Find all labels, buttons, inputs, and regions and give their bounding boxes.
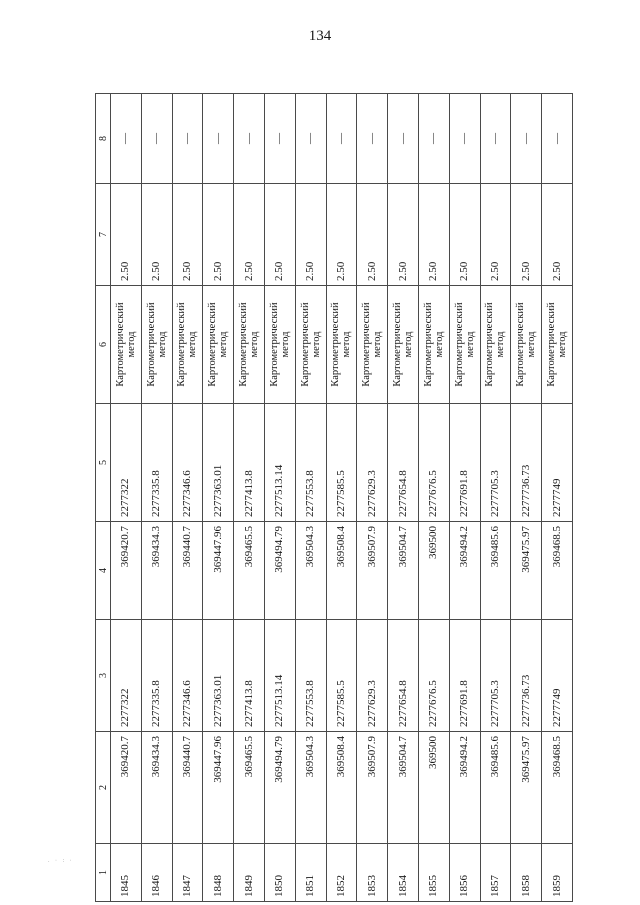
note-cell: — — [203, 94, 234, 184]
y-coordinate-cell: 2277322 — [111, 404, 142, 522]
note-cell: — — [542, 94, 573, 184]
table-row — [511, 94, 542, 902]
table-row — [264, 94, 295, 902]
x-coordinate-cell: 369494.79 — [264, 732, 295, 844]
x-coordinate-cell: 369507.9 — [357, 732, 388, 844]
y-coordinate-cell: 2277691.8 — [449, 620, 480, 732]
method-cell: Картометрический метод — [111, 286, 142, 404]
x-coordinate-cell: 369475.97 — [511, 732, 542, 844]
method-cell: Картометрический метод — [295, 286, 326, 404]
table-row — [480, 94, 511, 902]
y-coordinate-cell: 2277629.3 — [357, 620, 388, 732]
point-number-cell: 1848 — [203, 844, 234, 902]
method-cell: Картометрический метод — [418, 286, 449, 404]
y-coordinate-cell: 2277676.5 — [418, 404, 449, 522]
y-coordinate-cell: 2277749 — [542, 404, 573, 522]
x-coordinate-cell: 369440.7 — [172, 522, 203, 620]
accuracy-cell: 2.50 — [203, 184, 234, 286]
header-cell: 3 — [96, 620, 111, 732]
x-coordinate-cell: 369508.4 — [326, 732, 357, 844]
accuracy-cell: 2.50 — [172, 184, 203, 286]
table-row — [111, 94, 142, 902]
note-cell: — — [357, 94, 388, 184]
x-coordinate-cell: 369485.6 — [480, 732, 511, 844]
x-coordinate-cell: 369475.97 — [511, 522, 542, 620]
y-coordinate-cell: 2277346.6 — [172, 620, 203, 732]
point-number-cell: 1856 — [449, 844, 480, 902]
point-number-cell: 1847 — [172, 844, 203, 902]
y-coordinate-cell: 2277629.3 — [357, 404, 388, 522]
header-cell: 8 — [96, 94, 111, 184]
coordinates-table — [95, 93, 573, 902]
x-coordinate-cell: 369494.2 — [449, 522, 480, 620]
x-coordinate-cell: 369500 — [418, 522, 449, 620]
x-coordinate-cell: 369440.7 — [172, 732, 203, 844]
page-number: 134 — [308, 28, 332, 44]
table-row — [172, 94, 203, 902]
note-cell: — — [295, 94, 326, 184]
table-row — [203, 94, 234, 902]
x-coordinate-cell: 369434.3 — [141, 522, 172, 620]
point-number-cell: 1849 — [234, 844, 265, 902]
point-number-cell: 1854 — [388, 844, 419, 902]
y-coordinate-cell: 2277513.14 — [264, 620, 295, 732]
header-cell: 5 — [96, 404, 111, 522]
header-cell: 4 — [96, 522, 111, 620]
x-coordinate-cell: 369434.3 — [141, 732, 172, 844]
x-coordinate-cell: 369504.7 — [388, 732, 419, 844]
method-cell: Картометрический метод — [542, 286, 573, 404]
header-row — [96, 94, 111, 902]
x-coordinate-cell: 369504.3 — [295, 522, 326, 620]
y-coordinate-cell: 2277654.8 — [388, 620, 419, 732]
table-body — [96, 94, 573, 902]
x-coordinate-cell: 369420.7 — [111, 522, 142, 620]
y-coordinate-cell: 2277553.8 — [295, 404, 326, 522]
y-coordinate-cell: 2277413.8 — [234, 404, 265, 522]
accuracy-cell: 2.50 — [449, 184, 480, 286]
accuracy-cell: 2.50 — [141, 184, 172, 286]
y-coordinate-cell: 2277676.5 — [418, 620, 449, 732]
coordinates-table-rotated — [95, 94, 573, 902]
x-coordinate-cell: 369494.79 — [264, 522, 295, 620]
note-cell: — — [418, 94, 449, 184]
x-coordinate-cell: 369468.5 — [542, 732, 573, 844]
table-row — [418, 94, 449, 902]
x-coordinate-cell: 369465.5 — [234, 732, 265, 844]
x-coordinate-cell: 369465.5 — [234, 522, 265, 620]
x-coordinate-cell: 369508.4 — [326, 522, 357, 620]
y-coordinate-cell: 2277335.8 — [141, 404, 172, 522]
method-cell: Картометрический метод — [172, 286, 203, 404]
table-row — [449, 94, 480, 902]
method-cell: Картометрический метод — [357, 286, 388, 404]
x-coordinate-cell: 369447.96 — [203, 732, 234, 844]
header-cell: 1 — [96, 844, 111, 902]
method-cell: Картометрический метод — [203, 286, 234, 404]
y-coordinate-cell: 2277413.8 — [234, 620, 265, 732]
accuracy-cell: 2.50 — [388, 184, 419, 286]
accuracy-cell: 2.50 — [264, 184, 295, 286]
x-coordinate-cell: 369485.6 — [480, 522, 511, 620]
method-cell: Картометрический метод — [234, 286, 265, 404]
point-number-cell: 1859 — [542, 844, 573, 902]
header-cell: 2 — [96, 732, 111, 844]
accuracy-cell: 2.50 — [480, 184, 511, 286]
header-cell: 6 — [96, 286, 111, 404]
point-number-cell: 1857 — [480, 844, 511, 902]
note-cell: — — [111, 94, 142, 184]
y-coordinate-cell: 2277705.3 — [480, 404, 511, 522]
point-number-cell: 1845 — [111, 844, 142, 902]
point-number-cell: 1852 — [326, 844, 357, 902]
y-coordinate-cell: 2277513.14 — [264, 404, 295, 522]
note-cell: — — [480, 94, 511, 184]
y-coordinate-cell: 2277705.3 — [480, 620, 511, 732]
table-row — [326, 94, 357, 902]
y-coordinate-cell: 2277749 — [542, 620, 573, 732]
point-number-cell: 1858 — [511, 844, 542, 902]
accuracy-cell: 2.50 — [234, 184, 265, 286]
x-coordinate-cell: 369504.3 — [295, 732, 326, 844]
x-coordinate-cell: 369420.7 — [111, 732, 142, 844]
accuracy-cell: 2.50 — [418, 184, 449, 286]
x-coordinate-cell: 369507.9 — [357, 522, 388, 620]
y-coordinate-cell: 2277585.5 — [326, 620, 357, 732]
y-coordinate-cell: 2277363.01 — [203, 620, 234, 732]
accuracy-cell: 2.50 — [511, 184, 542, 286]
point-number-cell: 1851 — [295, 844, 326, 902]
method-cell: Картометрический метод — [480, 286, 511, 404]
table-row — [388, 94, 419, 902]
accuracy-cell: 2.50 — [326, 184, 357, 286]
note-cell: — — [449, 94, 480, 184]
method-cell: Картометрический метод — [326, 286, 357, 404]
note-cell: — — [511, 94, 542, 184]
scan-artifact-text: . · : · — [48, 858, 74, 864]
note-cell: — — [172, 94, 203, 184]
point-number-cell: 1855 — [418, 844, 449, 902]
table-row — [542, 94, 573, 902]
x-coordinate-cell: 369504.7 — [388, 522, 419, 620]
y-coordinate-cell: 2277736.73 — [511, 404, 542, 522]
accuracy-cell: 2.50 — [357, 184, 388, 286]
note-cell: — — [264, 94, 295, 184]
method-cell: Картометрический метод — [449, 286, 480, 404]
y-coordinate-cell: 2277335.8 — [141, 620, 172, 732]
y-coordinate-cell: 2277585.5 — [326, 404, 357, 522]
table-row — [295, 94, 326, 902]
point-number-cell: 1850 — [264, 844, 295, 902]
method-cell: Картометрический метод — [388, 286, 419, 404]
table-row — [141, 94, 172, 902]
y-coordinate-cell: 2277736.73 — [511, 620, 542, 732]
note-cell: — — [326, 94, 357, 184]
y-coordinate-cell: 2277654.8 — [388, 404, 419, 522]
y-coordinate-cell: 2277553.8 — [295, 620, 326, 732]
y-coordinate-cell: 2277691.8 — [449, 404, 480, 522]
table-row — [234, 94, 265, 902]
table-row — [357, 94, 388, 902]
x-coordinate-cell: 369468.5 — [542, 522, 573, 620]
y-coordinate-cell: 2277346.6 — [172, 404, 203, 522]
note-cell: — — [388, 94, 419, 184]
point-number-cell: 1846 — [141, 844, 172, 902]
note-cell: — — [234, 94, 265, 184]
x-coordinate-cell: 369447.96 — [203, 522, 234, 620]
x-coordinate-cell: 369500 — [418, 732, 449, 844]
y-coordinate-cell: 2277322 — [111, 620, 142, 732]
method-cell: Картометрический метод — [511, 286, 542, 404]
accuracy-cell: 2.50 — [295, 184, 326, 286]
method-cell: Картометрический метод — [141, 286, 172, 404]
header-cell: 7 — [96, 184, 111, 286]
y-coordinate-cell: 2277363.01 — [203, 404, 234, 522]
x-coordinate-cell: 369494.2 — [449, 732, 480, 844]
accuracy-cell: 2.50 — [542, 184, 573, 286]
note-cell: — — [141, 94, 172, 184]
accuracy-cell: 2.50 — [111, 184, 142, 286]
point-number-cell: 1853 — [357, 844, 388, 902]
method-cell: Картометрический метод — [264, 286, 295, 404]
